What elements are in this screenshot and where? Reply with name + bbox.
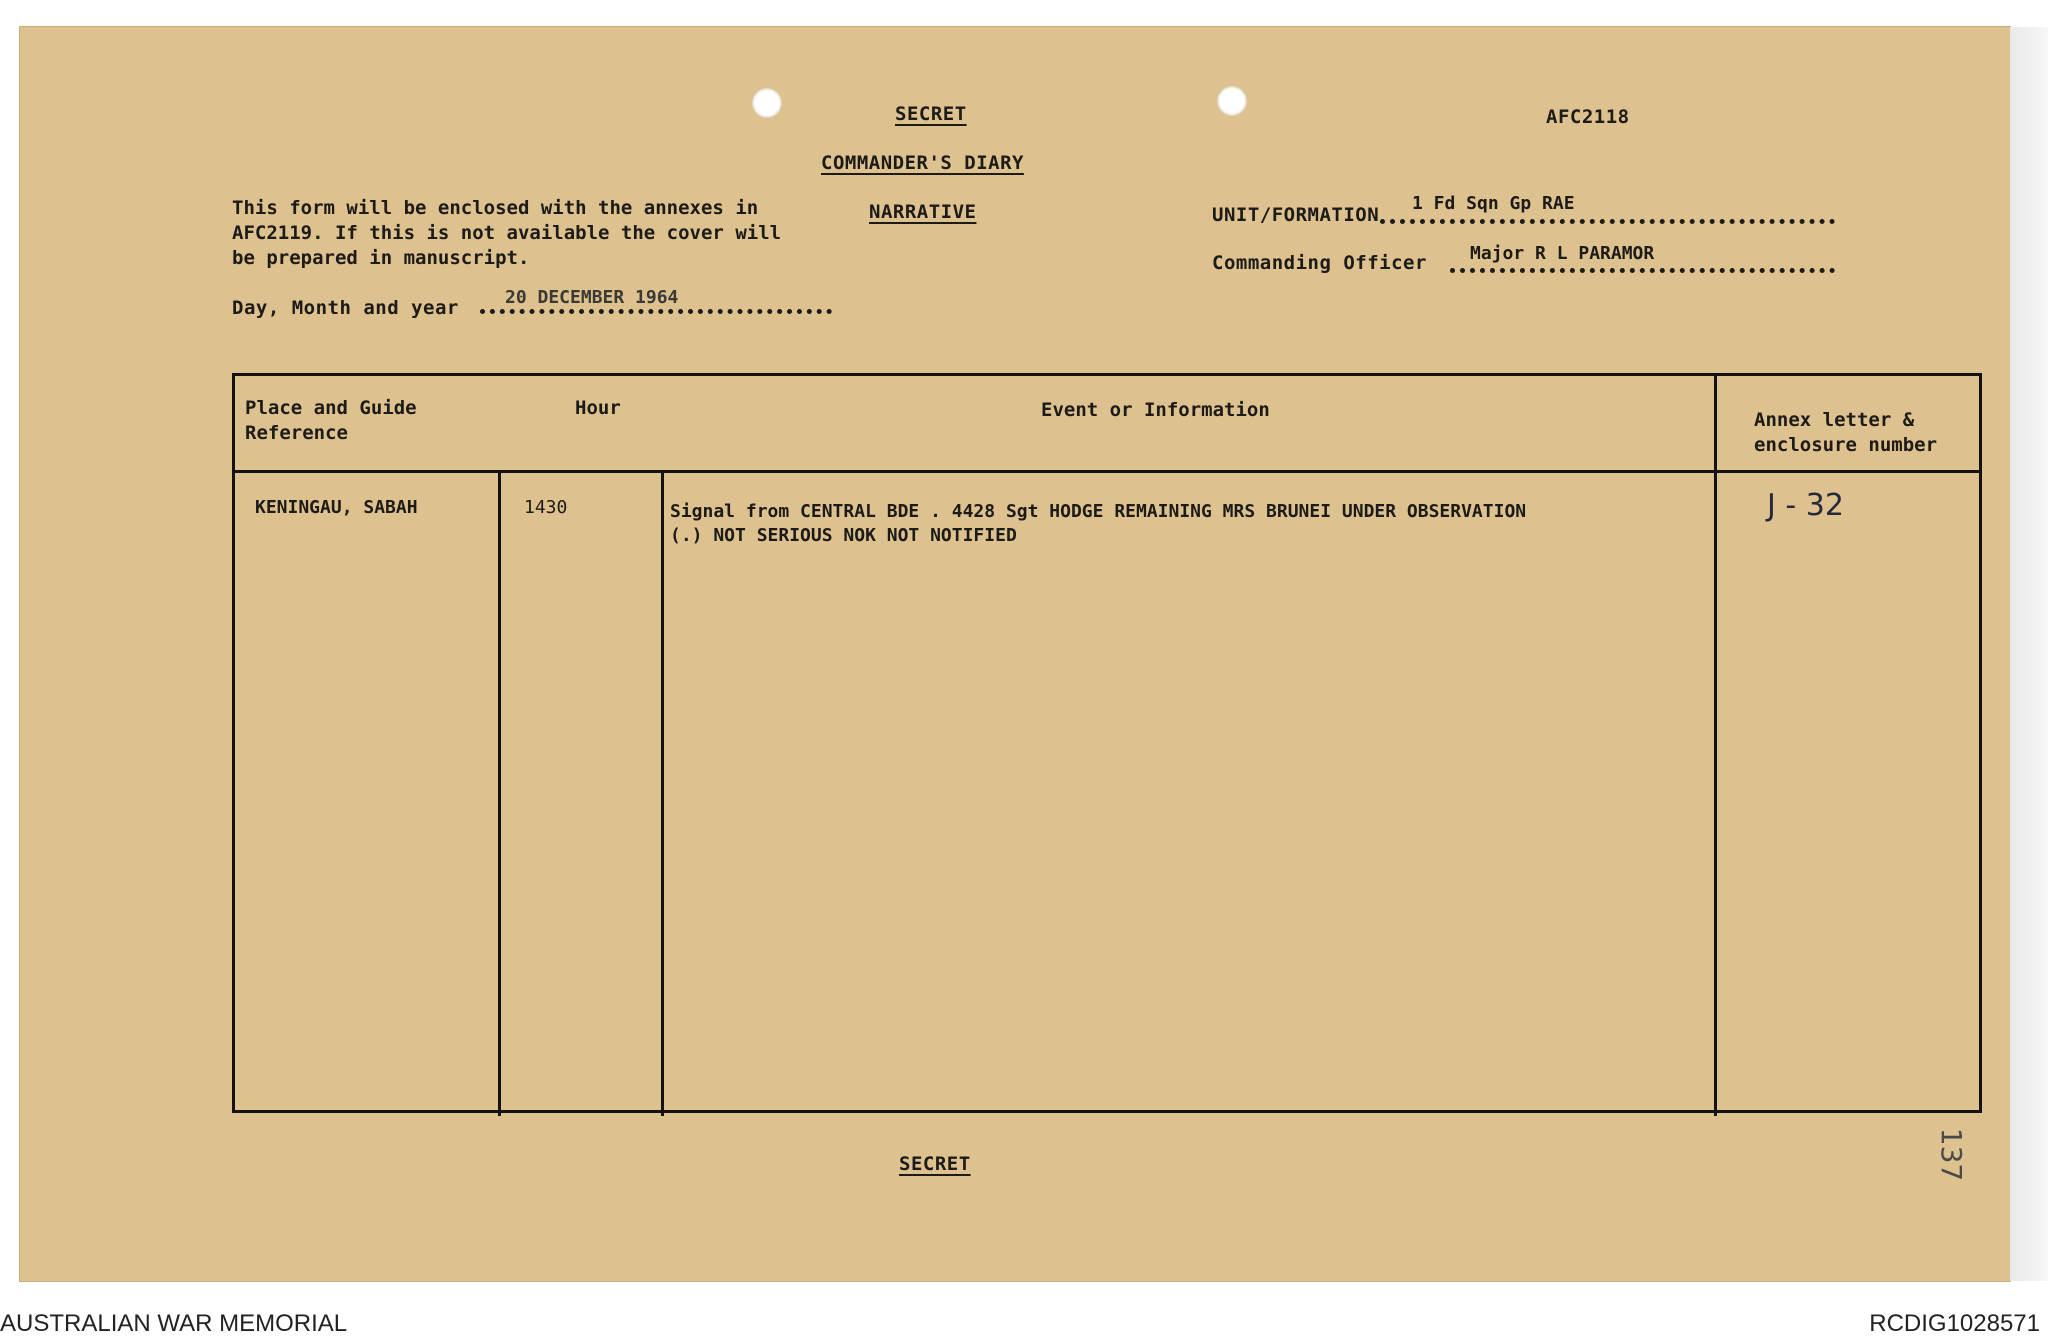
row-hour: 1430 [524, 497, 568, 518]
classification-bottom: SECRET [899, 1153, 971, 1175]
column-divider-1 [498, 470, 501, 1116]
document-subtitle: NARRATIVE [869, 201, 977, 223]
diary-table [232, 373, 1982, 1113]
form-number: AFC2118 [1546, 106, 1630, 128]
handwritten-page-number: 137 [1935, 1127, 1969, 1182]
punch-hole-left [752, 88, 782, 118]
archive-reference: RCDIG1028571 [1869, 1310, 2040, 1337]
classification-top: SECRET [895, 103, 967, 125]
date-value: 20 DECEMBER 1964 [505, 287, 679, 308]
commanding-officer-value: Major R L PARAMOR [1470, 243, 1655, 264]
row-annex: J - 32 [1767, 488, 1844, 523]
next-page-edge [2010, 27, 2048, 1281]
unit-value: 1 Fd Sqn Gp RAE [1412, 193, 1575, 214]
column-divider-3 [1714, 376, 1717, 1116]
commanding-officer-label: Commanding Officer [1212, 252, 1427, 274]
header-annex: Annex letter & enclosure number [1754, 409, 1938, 456]
column-divider-2 [661, 470, 664, 1116]
row-event: Signal from CENTRAL BDE . 4428 Sgt HODGE REMAINING MRS BRUNEI UNDER OBSERVATION (.) NOT SERIOUS NOK NOT NOTIFIED [670, 501, 1527, 546]
header-hour: Hour [575, 397, 621, 419]
unit-label: UNIT/FORMATION [1212, 204, 1380, 226]
row-place: KENINGAU, SABAH [255, 497, 418, 518]
header-event: Event or Information [1041, 399, 1270, 421]
unit-dotted-line [1380, 219, 1835, 224]
co-dotted-line [1450, 268, 1835, 273]
archive-institution: AUSTRALIAN WAR MEMORIAL [0, 1310, 348, 1337]
punch-hole-right [1217, 86, 1247, 116]
header-place: Place and Guide Reference [245, 397, 417, 444]
date-label: Day, Month and year [232, 297, 459, 319]
date-dotted-line [480, 309, 832, 314]
header-divider [235, 470, 1979, 473]
document-title: COMMANDER'S DIARY [821, 152, 1024, 174]
instruction-notice: This form will be enclosed with the annexes in AFC2119. If this is not available the cover will be prepared in manuscript. [232, 197, 782, 269]
